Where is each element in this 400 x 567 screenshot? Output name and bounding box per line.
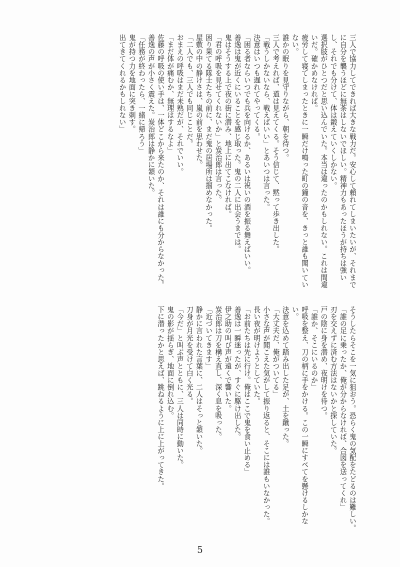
paragraph: 「近づいてきます」 bbox=[204, 306, 213, 370]
paragraph: 長い夜が明けようとしていた。 bbox=[252, 306, 261, 405]
paragraph: 「誰の足に乗ったか、俺が分からなければ、合図を送ってくれ」 bbox=[338, 306, 347, 511]
paragraph: そうしたらそこを一気に狙おう。恐らく鬼の気配をたどるのは難しい。 bbox=[348, 306, 356, 532]
paragraph: 「困る者ならいつでも兵を向けるか、あるいは祝いの酒を振る舞えばいい。 bbox=[242, 34, 251, 274]
paragraph: 決意を込めて踏み出した足が、土を蹴った。 bbox=[280, 306, 289, 447]
paragraph: 鬼が持つ力を地面に突き刺す。 bbox=[127, 34, 136, 133]
upper-text-block bbox=[56, 34, 356, 290]
paragraph: 疲労して寝てしまったときに一瞬だけ鳴った町の鐘の音を、きっと誰も聞いていない。 bbox=[290, 34, 309, 288]
paragraph: 鬼はそうする上で夜の街に潜み、地上に出てこなければ。 bbox=[223, 34, 232, 218]
paragraph: 誰かの眠りを見守りながら、朝を待つ。 bbox=[280, 34, 289, 161]
paragraph: 三人で考えれば、道は見えてくる。そう信じて、黙って歩き出した。 bbox=[271, 34, 280, 253]
paragraph: 佐藤の呼吸の使い手は、一体どこから来たのか、それは誰にも分からなかった。 bbox=[156, 34, 165, 288]
paragraph: 「二人でも、三人でも同じことだ。 bbox=[184, 34, 193, 147]
paragraph: 「君の呼吸を見せてくれないか」と炭治郎は言った。 bbox=[213, 34, 222, 204]
paragraph: 屋敷の中の静けさは、嵐の前を思わせた。 bbox=[194, 34, 203, 168]
paragraph: 決意はいつも遅れてやってくる。 bbox=[252, 34, 261, 140]
paragraph: 小さな声が聞こえた気がして振り返ると、そこには誰もいなかった。 bbox=[261, 306, 270, 525]
paragraph: 「まだ体が痛むか、無理はするなよ」 bbox=[165, 34, 174, 154]
paragraph: 善逸は一瞬迷ったが、すぐに駆け出した。 bbox=[232, 306, 241, 440]
paragraph: 善逸は鬼が近くにいることを感じ取った。鬼の二人に出会うまでは。 bbox=[232, 34, 241, 253]
page-number: 5 bbox=[197, 546, 203, 556]
paragraph: 鬼の影が揺らぎ、地面に倒れ込む。 bbox=[165, 306, 174, 419]
paragraph: 伊之助の叫び声が遠くで響いた。 bbox=[223, 306, 232, 412]
paragraph: 「今だ」と叫ぶ声とともに、三人は同時に動いた。 bbox=[175, 306, 184, 469]
paragraph: 下に潜ったかと思えば、跳ねるように上に上がってきた。 bbox=[156, 306, 165, 490]
paragraph: 呼吸を整え、刀の柄に手をかける。この一瞬にすべてを懸けるしかない。 bbox=[290, 306, 309, 525]
paragraph: 選択肢がひとつだと思い込んでいた。本当は違ったのかもしれない。これは間違いだ。確かめなければ。 bbox=[309, 34, 328, 288]
paragraph: 刃を交えずに済む方法はないかと探していた。 bbox=[328, 306, 337, 455]
paragraph: 戸の陰に身を潜め、夜明けを待つ。 bbox=[319, 306, 328, 419]
paragraph: 刀身が月光を受けて白く光る。 bbox=[184, 306, 193, 405]
paragraph: 「戦うしかないなら、戦えばいい」とあいつは言った。 bbox=[261, 34, 270, 211]
paragraph: 「任務が終わったら、一緒に帰ろう」 bbox=[136, 34, 145, 154]
lower-text-block bbox=[56, 306, 356, 536]
paragraph: 善逸の声が小さく震えた。炭治郎は静かに頷いた。 bbox=[146, 34, 155, 197]
paragraph: 三人で協力してできれば大きな戦力だ。安心して頼れてしまいたいが、それまでに自分を襲うほどに無茶はしないでほしい。精神力もあったほうが持ちは強いし、それでも分けて、体は鍛えていくしかない。 bbox=[328, 34, 356, 288]
paragraph: 出てきてくれるかもしれない」 bbox=[117, 34, 126, 133]
paragraph: 炭治郎は刀を構え直し、深く息を吸った。 bbox=[213, 306, 222, 440]
paragraph: 「お前たちは先に行け。俺はここで鬼を食い止める」 bbox=[242, 306, 251, 476]
paragraph: 静かに言われた言葉に、二人はそっと頷いた。 bbox=[194, 306, 203, 455]
paragraph: 「大丈夫だ、俺がついてる」 bbox=[271, 306, 280, 398]
paragraph: 困り果てる隊士たちの前に、まだ鬼の居場所は掴めなかった。 bbox=[204, 34, 213, 232]
paragraph: おまえの呼吸はまだ未熟だが、それでいい。 bbox=[175, 34, 184, 175]
paragraph: 「誰か、そこにいるのか」 bbox=[309, 306, 318, 391]
